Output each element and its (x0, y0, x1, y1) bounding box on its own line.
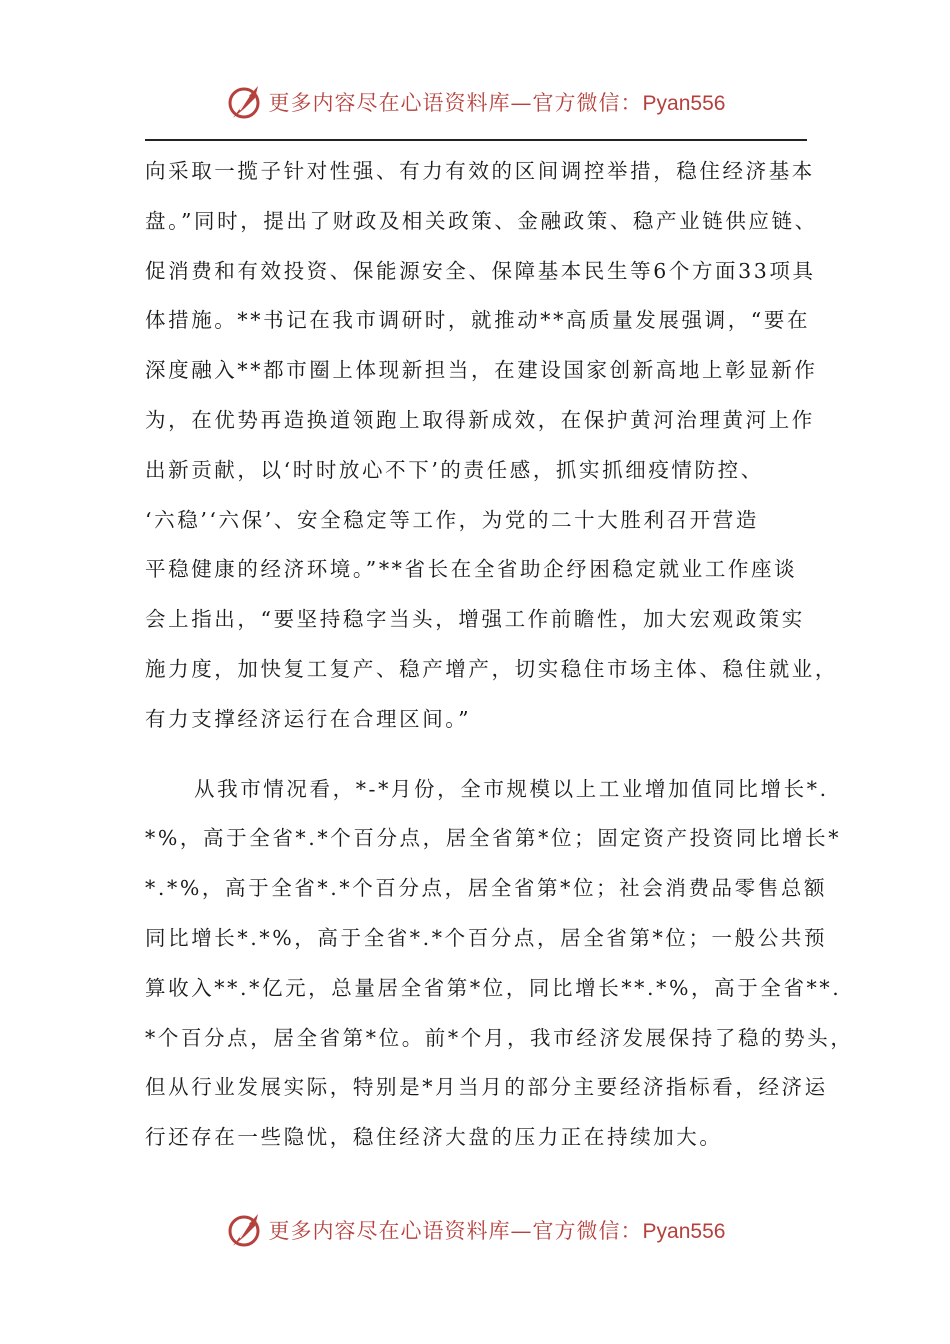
text-line: 深度融入**都市圈上体现新担当，在建设国家创新高地上彰显新作 (145, 358, 818, 383)
paragraph-1 (145, 147, 838, 745)
text-line: *%，高于全省*.*个百分点，居全省第*位；固定资产投资同比增长* (145, 826, 842, 851)
text-line: 盘。”同时，提出了财政及相关政策、金融政策、稳产业链供应链、 (145, 208, 818, 233)
text-line: 会上指出，“要坚持稳字当头，增强工作前瞻性，加大宏观政策实 (145, 607, 805, 632)
header-banner (0, 80, 950, 124)
text-line: *个百分点，居全省第*位。前*个月，我市经济发展保持了稳的势头， (145, 1025, 854, 1050)
footer-banner (0, 1208, 950, 1252)
text-line: 促消费和有效投资、保能源安全、保障基本民生等6个方面33项具 (145, 258, 816, 283)
banner-text (269, 87, 726, 117)
banner-text (269, 1215, 726, 1245)
text-line: 出新贡献，以‘时时放心不下’的责任感，抓实抓细疫情防控、 (145, 457, 764, 482)
wechat-id: Pyan556 (642, 92, 726, 115)
banner-label: 更多内容尽在心语资料库—官方微信： (268, 91, 643, 115)
text-line: 平稳健康的经济环境。”**省长在全省助企纾困稳定就业工作座谈 (145, 557, 798, 582)
text-line: 为，在优势再造换道领跑上取得新成效，在保护黄河治理黄河上作 (145, 407, 815, 432)
header-divider (145, 139, 807, 141)
wechat-id: Pyan556 (642, 1220, 726, 1243)
banner-label: 更多内容尽在心语资料库—官方微信： (268, 1219, 643, 1243)
text-line: 从我市情况看，*-*月份，全市规模以上工业增加值同比增长*. (194, 776, 829, 801)
text-line: 向采取一揽子针对性强、有力有效的区间调控举措，稳住经济基本 (145, 159, 815, 183)
text-line: 有力支撑经济运行在合理区间。” (145, 706, 472, 731)
text-line: 但从行业发展实际，特别是*月当月的部分主要经济指标看，经济运 (145, 1075, 828, 1100)
text-line: 算收入**.*亿元，总量居全省第*位，同比增长**.*%，高于全省**. (145, 975, 842, 1000)
text-line: *.*%，高于全省*.*个百分点，居全省第*位；社会消费品零售总额 (145, 876, 828, 901)
document-body (145, 147, 854, 1163)
text-line: 施力度，加快复工复产、稳产增产，切实稳住市场主体、稳住就业， (145, 656, 838, 681)
paragraph-2 (145, 765, 854, 1163)
quill-in-circle-icon (225, 1210, 265, 1250)
text-line: ‘六稳’‘六保’、安全稳定等工作，为党的二十大胜利召开营造 (145, 507, 759, 532)
text-line: 行还存在一些隐忧，稳住经济大盘的压力正在持续加大。 (145, 1125, 723, 1150)
text-line: 同比增长*.*%，高于全省*.*个百分点，居全省第*位；一般公共预 (145, 925, 828, 950)
text-line: 体措施。**书记在我市调研时，就推动**高质量发展强调，“要在 (145, 308, 811, 333)
quill-in-circle-icon (225, 82, 265, 122)
